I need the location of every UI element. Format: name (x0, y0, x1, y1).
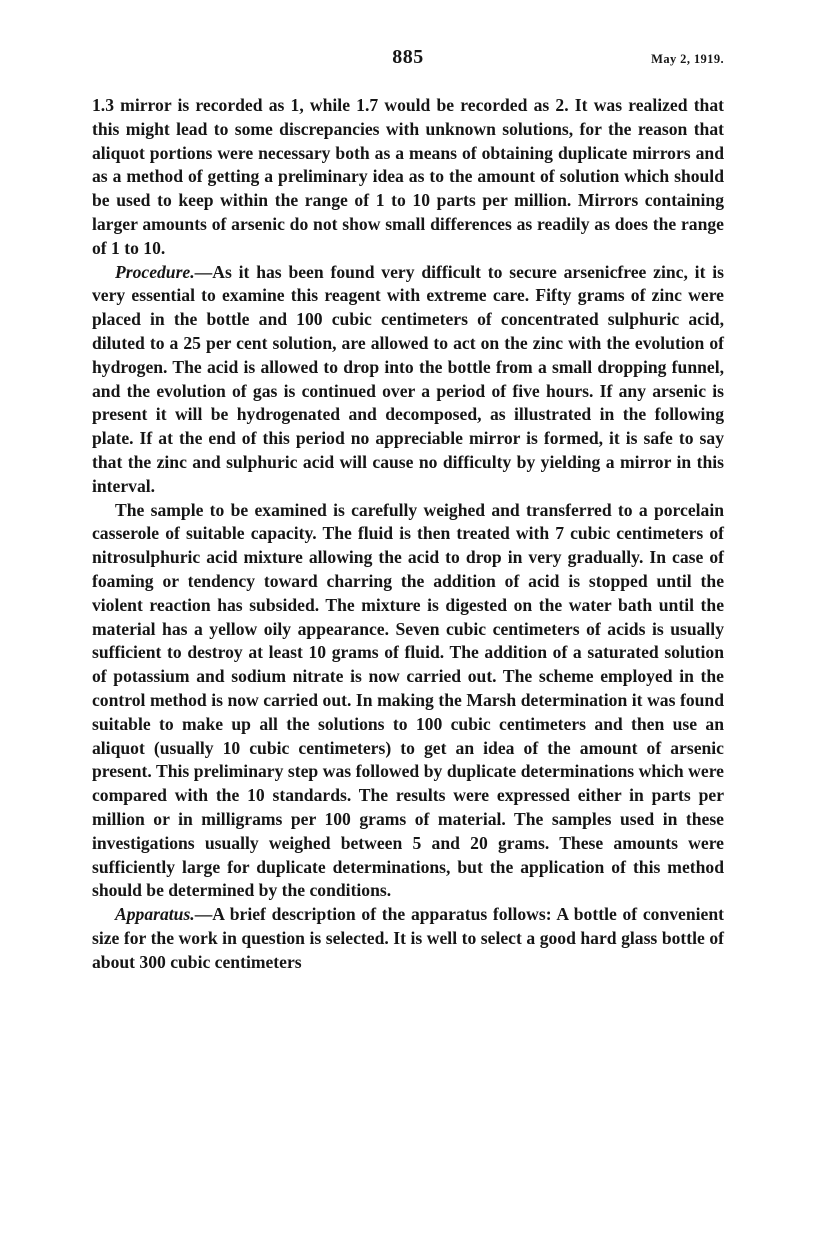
running-header-date: May 2, 1919. (651, 52, 724, 66)
paragraph-procedure (92, 261, 724, 499)
paragraph-apparatus (92, 903, 724, 974)
paragraph-text: —A brief description of the apparatus follows: A bottle of convenient size for the work in question is selected. It is well to select a good hard glass bottle of about 300 cubic centimeters (92, 904, 724, 972)
body-text (92, 94, 724, 974)
page-number: 885 (392, 46, 424, 68)
paragraph-mirror-recording (92, 94, 724, 261)
paragraph-text: 1.3 mirror is recorded as 1, while 1.7 would be recorded as 2. It was realized that this might lead to some discrepancies with unknown solutions, for the reason that aliquot portions were necessary both as a means of obtaining duplicate mirrors and as a method of getting a preliminary idea as to the amount of solution which should be used to keep within the range of 1 to 10 parts per million. Mirrors containing larger amounts of arsenic do not show small differences as readily as does the range of 1 to 10. (92, 95, 724, 258)
page-header (92, 46, 724, 76)
section-heading-apparatus: Apparatus. (115, 904, 195, 925)
paragraph-text: —As it has been found very difficult to secure arsenicfree zinc, it is very essential to examine this reagent with extreme care. Fifty grams of zinc were placed in the bottle and 100 cubic centimeters of concentrated sulphuric acid, diluted to a 25 per cent solution, are allowed to act on the zinc with the evolution of hydrogen. The acid is allowed to drop into the bottle from a small dropping funnel, and the evolution of gas is continued over a period of five hours. If any arsenic is present it will be hydrogenated and decomposed, as illustrated in the following plate. If at the end of this period no appreciable mirror is formed, it is safe to say that the zinc and sulphuric acid will cause no difficulty by yielding a mirror in this interval. (92, 261, 724, 496)
paragraph-text: The sample to be examined is carefully weighed and transferred to a porcelain casserole of suitable capacity. The fluid is then treated with 7 cubic centimeters of nitrosulphuric acid mixture allowing the acid to drop in very gradually. In case of foaming or tendency toward charring the addition of acid is stopped until the violent reaction has subsided. The mixture is digested on the water bath until the material has a yellow oily appearance. Seven cubic centimeters of acids is usually sufficient to destroy at least 10 grams of fluid. The addition of a saturated solution of potassium and sodium nitrate is now carried out. The scheme employed in the control method is now carried out. In making the Marsh determination it was found suitable to make up all the solutions to 100 cubic centimeters and then use an aliquot (usually 10 cubic centimeters) to get an idea of the amount of arsenic present. This preliminary step was followed by duplicate determinations which were compared with the 10 standards. The results were expressed either in parts per million or in milligrams per 100 grams of material. The samples used in these investigations usually weighed between 5 and 20 grams. These amounts were sufficiently large for duplicate determinations, but the application of this method should be determined by the conditions. (92, 499, 724, 901)
paragraph-sample-examination (92, 499, 724, 904)
section-heading-procedure: Procedure. (115, 261, 195, 282)
